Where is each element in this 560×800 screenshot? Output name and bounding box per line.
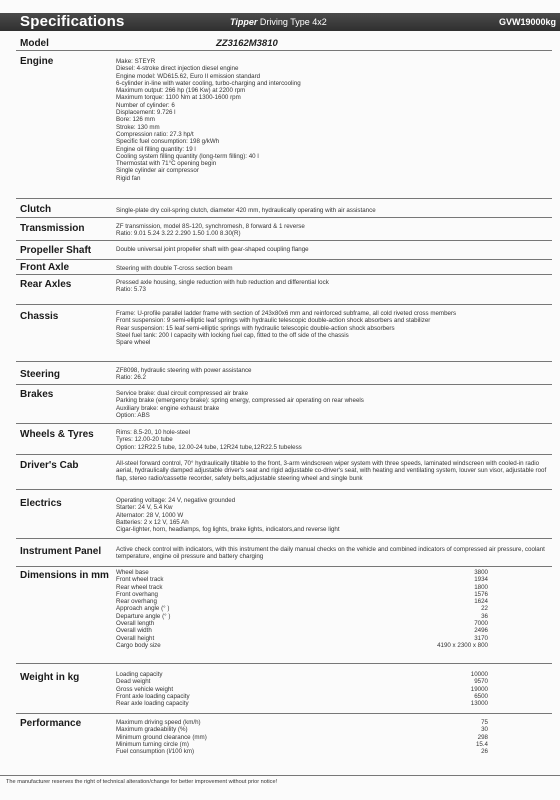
dimensions-row bbox=[16, 568, 552, 664]
list-item: Overall length 7000 bbox=[116, 620, 488, 628]
list-item: Minimum turning circle (m) 15.4 bbox=[116, 740, 488, 748]
list-item: Cargo body size 4190 x 2300 x 800 bbox=[116, 641, 488, 649]
dimensions-label: Dimensions in mm bbox=[20, 570, 109, 581]
engine-label: Engine bbox=[20, 56, 54, 67]
electrics-specs: Operating voltage: 24 V, negative grounded Starter: 24 V, 5.4 Kw Alternator: 28 V, 1000 W Batteries: 2 x 12 V, 165 Ah Cigar-lighter, horn, headlamps, fog lights, brake lights, indicators,and reverse light bbox=[116, 497, 340, 534]
list-item: Loading capacity 10000 bbox=[116, 671, 488, 678]
weight-row bbox=[16, 665, 552, 714]
instrument-row bbox=[16, 540, 552, 567]
rear-axles-label: Rear Axles bbox=[20, 279, 72, 290]
list-item: Front wheel track 1934 bbox=[116, 576, 488, 584]
model-label: Model bbox=[20, 38, 49, 49]
transmission-row bbox=[16, 219, 552, 241]
list-item: Front axle loading capacity 6500 bbox=[116, 692, 488, 700]
list-item: Minimum ground clearance (mm) 298 bbox=[116, 733, 488, 741]
model-row bbox=[16, 36, 552, 51]
rear-axles-specs: Pressed axle housing, single reduction with hub reduction and differential lock Ratio: 5.73 bbox=[116, 279, 329, 294]
brakes-row bbox=[16, 386, 552, 424]
list-item: Gross vehicle weight 19000 bbox=[116, 685, 488, 693]
dimensions-list bbox=[116, 569, 488, 649]
clutch-specs: Single-plate dry coil-spring clutch, diameter 420 mm, hydraulically operating with air assistance bbox=[116, 207, 376, 214]
list-item: Maximum driving speed (km/h) 75 bbox=[116, 719, 488, 726]
instrument-label: Instrument Panel bbox=[20, 546, 102, 557]
list-item: Front overhang 1576 bbox=[116, 590, 488, 598]
clutch-row bbox=[16, 201, 552, 218]
electrics-row bbox=[16, 491, 552, 539]
rear-axles-row bbox=[16, 276, 552, 305]
list-item: Fuel consumption (l/100 km) 26 bbox=[116, 748, 488, 756]
propeller-row bbox=[16, 242, 552, 260]
weight-label: Weight in kg bbox=[20, 672, 80, 683]
chassis-row bbox=[16, 306, 552, 362]
transmission-label: Transmission bbox=[20, 223, 85, 234]
list-item: Rear wheel track 1800 bbox=[116, 583, 488, 591]
front-axle-specs: Steering with double T-cross section beam bbox=[116, 265, 233, 272]
weight-list bbox=[116, 671, 488, 707]
list-item: Dead weight 9570 bbox=[116, 678, 488, 686]
wheels-label: Wheels & Tyres bbox=[20, 429, 94, 440]
electrics-label: Electrics bbox=[20, 498, 62, 509]
cab-specs: All-steel forward control, 70° hydraulically tiltable to the front, 3-arm windscreen wiper system with three speeds, laminated windscreen with cooled-in radio aerial, hydraulically damped adjustable driver's seat and rigid adjustable co-driver's seat, with heating and ventilating system, louver sun visor, adjustable roof flap, stereo radio/cassette recorder, safety belts,adjustable steering wheel and single bunk bbox=[116, 460, 547, 482]
steering-row bbox=[16, 363, 552, 385]
footer-divider bbox=[0, 775, 560, 776]
propeller-label: Propeller Shaft bbox=[20, 245, 92, 256]
brakes-specs: Service brake: dual circuit compressed air brake Parking brake (emergency brake): spring energy, compressed air operating on rear wheels Auxiliary brake: engine exhaust brake Option: ABS bbox=[116, 390, 364, 419]
instrument-specs: Active check control with indicators, with this instrument the daily manual checks on the vehicle and combined indicators of compressed air pressure, coolant temperature, engine oil pressure and battery charging bbox=[116, 546, 545, 561]
list-item: Overall width 2496 bbox=[116, 627, 488, 635]
list-item: Rear overhang 1624 bbox=[116, 598, 488, 606]
performance-label: Performance bbox=[20, 718, 82, 729]
performance-list bbox=[116, 719, 488, 755]
spec-header bbox=[0, 13, 560, 31]
list-item: Overall height 3170 bbox=[116, 634, 488, 642]
cab-row bbox=[16, 456, 552, 490]
wheels-specs: Rims: 8.5-20, 10 hole-steel Tyres: 12.00-20 tube Option: 12R22.5 tube, 12.00-24 tube, 12R24 tube,12R22.5 tubeless bbox=[116, 429, 302, 451]
page-title: Specifications bbox=[20, 13, 125, 30]
disclaimer: The manufacturer reserves the right of technical alteration/change for better improvement without prior notice! bbox=[6, 779, 278, 785]
steering-label: Steering bbox=[20, 369, 61, 380]
engine-row bbox=[16, 53, 552, 199]
front-axle-label: Front Axle bbox=[20, 262, 70, 273]
vehicle-type: Tipper Driving Type 4x2 bbox=[230, 17, 327, 27]
clutch-label: Clutch bbox=[20, 204, 52, 215]
front-axle-row bbox=[16, 261, 552, 275]
propeller-specs: Double universal joint propeller shaft with gear-shaped coupling flange bbox=[116, 246, 309, 253]
list-item: Approach angle (° ) 22 bbox=[116, 605, 488, 613]
gvw-label: GVW19000kg bbox=[498, 17, 556, 27]
transmission-specs: ZF transmission, model 8S-120, synchromesh, 8 forward & 1 reverse Ratio: 9.01 5.24 3.22 2.290 1.50 1.00 8.30(R) bbox=[116, 223, 305, 238]
wheels-row bbox=[16, 425, 552, 455]
model-value: ZZ3162M3810 bbox=[216, 38, 278, 49]
list-item: Maximum gradeability (%) 30 bbox=[116, 726, 488, 734]
list-item: Departure angle (° ) 36 bbox=[116, 612, 488, 620]
engine-specs: Make: STEYR Diesel: 4-stroke direct injection diesel engine Engine model: WD615.62, Euro II emission standard 6-cylinder in-line with water cooling, turbo-charging and intercooling Maximum output: 266 hp (196 Kw) at 2200 rpm Maximum torque: 1100 Nm at 1300-1600 rpm Number of cylinder: 6 Displacement: 9.726 l Bore: 126 mm Stroke: 130 mm Compression ratio: 27.3 hp/t Specific fuel consumption: 198 g/kWh Engine oil filling quantity: 19 l Cooling system filling quantity (long-term filling): 40 l Thermostat with 71°C opening begin Single cylinder air compressor Rigid fan bbox=[116, 58, 301, 182]
brakes-label: Brakes bbox=[20, 389, 54, 400]
chassis-label: Chassis bbox=[20, 311, 59, 322]
chassis-specs: Frame: U-profile parallel ladder frame with section of 243x80x6 mm and reinforced subframe, all cold riveted cross members Front suspension: 9 semi-elliptic leaf springs with hydraulic telescopic double-action shock absorbers and stabilizer Rear suspension: 15 leaf semi-elliptic springs with hydraulic telescopic double-action shock absorbers Steel fuel tank: 200 l capacity with locking fuel cap, fitted to the off side of the chassis Spare wheel bbox=[116, 310, 457, 347]
list-item: Rear axle loading capacity 13000 bbox=[116, 700, 488, 708]
cab-label: Driver's Cab bbox=[20, 460, 79, 471]
performance-row bbox=[16, 715, 552, 767]
list-item: Wheel base 3800 bbox=[116, 569, 488, 576]
steering-specs: ZF8098, hydraulic steering with power assistance Ratio: 26.2 bbox=[116, 367, 252, 382]
